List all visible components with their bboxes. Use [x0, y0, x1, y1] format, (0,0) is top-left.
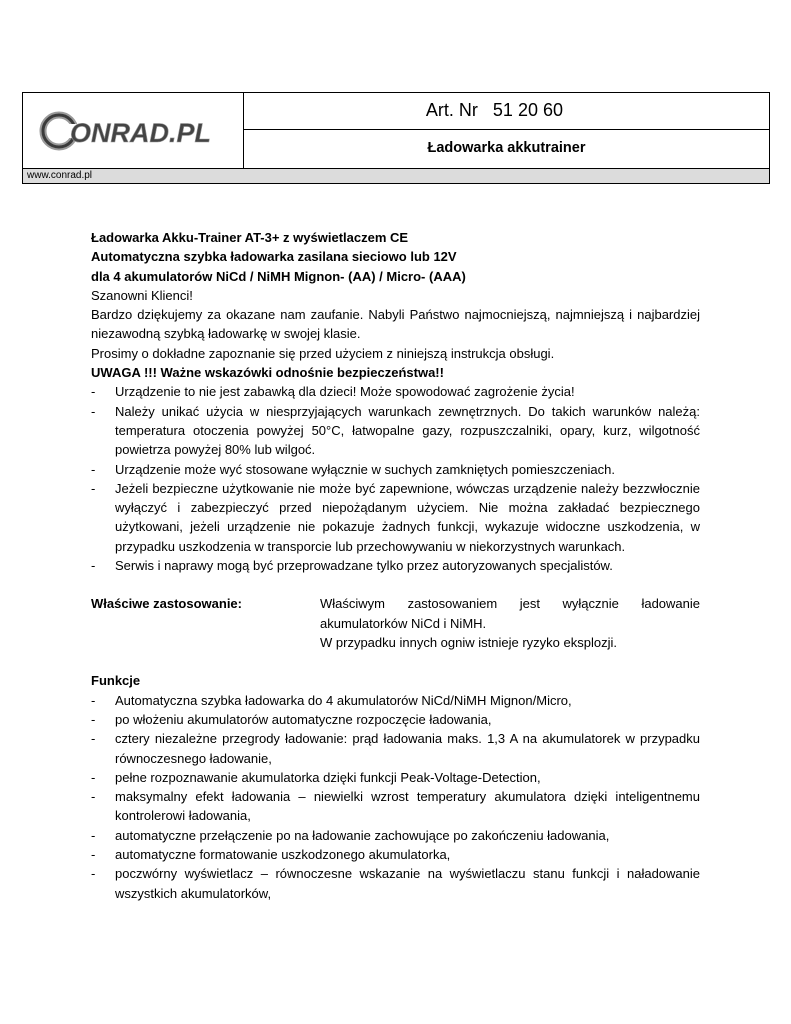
website-bar — [22, 168, 770, 184]
logo-text: ONRAD.PL — [70, 118, 211, 148]
list-item: - po włożeniu akumulatorów automatyczne rozpoczęcie ładowania, — [91, 710, 700, 729]
usage-line-2: akumulatorków NiCd i NiMH. — [320, 615, 487, 631]
article-label: Art. Nr — [425, 100, 478, 120]
website-url: www.conrad.pl — [27, 170, 93, 181]
list-item: - automatyczne przełączenie po na ładowanie zachowujące po zakończeniu ładowania, — [91, 826, 700, 845]
conrad-logo — [39, 111, 229, 151]
thanks-paragraph: Bardzo dziękujemy za okazane nam zaufanie. Nabyli Państwo najmocniejszą, najmniejszą i najbardziej niezawodną szybką ładowarkę w swojej klasie. — [91, 307, 700, 342]
list-item: - Urządzenie może wyć stosowane wyłącznie w suchych zamkniętych pomieszczeniach. — [91, 460, 700, 479]
usage-line-3: W przypadku innych ogniw istnieje ryzyko eksplozji. — [320, 634, 617, 650]
usage-section — [91, 594, 700, 652]
list-item: - Jeżeli bezpieczne użytkowanie nie może być zapewnione, wówczas urządzenie należy bezzwłocznie wyłączyć i zabezpieczyć przed niepożądanym użyciem. Nie można zakładać bezpiecznego użytkowani, jeżeli urządzenie nie pokazuje żadnych funkcji, wykazuje widoczne uszkodzenia, w przypadku uszkodzenia w transporcie lub przechowywaniu w niekorzystnych warunkach. — [91, 479, 700, 556]
list-item: - Serwis i naprawy mogą być przeprowadzane tylko przez autoryzowanych specjalistów. — [91, 556, 700, 575]
warning-heading: UWAGA !!! Ważne wskazówki odnośnie bezpieczeństwa!! — [91, 365, 444, 381]
functions-heading: Funkcje — [91, 673, 141, 689]
article-number — [426, 100, 563, 121]
logo-cell — [23, 93, 244, 169]
article-cell — [244, 93, 769, 130]
list-item: - cztery niezależne przegrody ładowanie: prąd ładowania maks. 1,3 A na akumulatorek w przypadku równoczesnego ładowanie, — [91, 729, 700, 768]
title-cell — [244, 130, 769, 169]
list-item: - automatyczne formatowanie uszkodzonego akumulatorka, — [91, 845, 700, 864]
intro-line-1: Ładowarka Akku-Trainer AT-3+ z wyświetlaczem CE — [91, 230, 409, 245]
product-title: Ładowarka akkutrainer — [427, 140, 586, 156]
usage-label: Właściwe zastosowanie: — [91, 596, 242, 612]
article-value: 51 20 60 — [492, 100, 563, 120]
list-item: - Należy unikać użycia w niesprzyjających warunkach zewnętrznych. Do takich warunków należą: temperatura otoczenia powyżej 50°C, łatwopalne gazy, rozpuszczalniki, opary, kurz, wilgotność powietrza powyżej 80% lub wilgoć. — [91, 402, 700, 460]
intro-block — [91, 228, 700, 286]
document-body — [91, 228, 700, 903]
greeting: Szanowni Klienci! — [91, 287, 193, 303]
read-request: Prosimy o dokładne zapoznanie się przed użyciem z niniejszą instrukcja obsługi. — [91, 345, 555, 361]
document-header — [22, 92, 770, 184]
list-item: - pełne rozpoznawanie akumulatorka dzięki funkcji Peak-Voltage-Detection, — [91, 768, 700, 787]
list-item: - poczwórny wyświetlacz – równoczesne wskazanie na wyświetlaczu stanu funkcji i naładowanie wszystkich akumulatorków, — [91, 864, 700, 903]
intro-line-3: dla 4 akumulatorów NiCd / NiMH Mignon- (AA) / Micro- (AAA) — [91, 268, 466, 284]
list-item: - Urządzenie to nie jest zabawką dla dzieci! Może spowodować zagrożenie życia! — [91, 382, 700, 401]
header-frame — [22, 92, 770, 169]
intro-line-2: Automatyczna szybka ładowarka zasilana sieciowo lub 12V — [91, 249, 457, 265]
usage-text — [320, 594, 700, 652]
usage-line-1: Właściwym zastosowaniem jest wyłącznie ładowanie — [320, 596, 700, 612]
safety-list — [91, 382, 700, 575]
list-item: - Automatyczna szybka ładowarka do 4 akumulatorów NiCd/NiMH Mignon/Micro, — [91, 691, 700, 710]
list-item: - maksymalny efekt ładowania – niewielki wzrost temperatury akumulatora dzięki inteligentnemu kontrolerowi ładowania, — [91, 787, 700, 826]
functions-list — [91, 691, 700, 903]
